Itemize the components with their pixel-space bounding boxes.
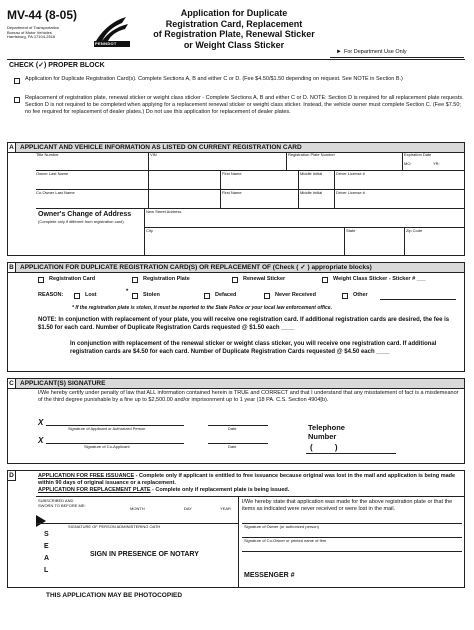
photocopy-note: THIS APPLICATION MAY BE PHOTOCOPIED (46, 592, 183, 599)
telephone-label: Telephone (308, 423, 345, 432)
reason-never-received-label: Never Received (275, 292, 316, 298)
notary-signature-label: SIGNATURE OF PERSON ADMINISTERING OATH (68, 524, 161, 529)
seal-letter: A (44, 555, 50, 562)
section-c-header (8, 379, 464, 389)
agency-line: Bureau of Motor Vehicles (7, 29, 52, 35)
section-b-title: APPLICATION FOR DUPLICATE REGISTRATION CARD(S) OR REPLACEMENT OF (Check ( ✓ ) appropriate blocks) (20, 264, 372, 271)
registration-card-label: Registration Card (49, 276, 96, 282)
coowner-signature-label: Signature of Co-Owner or printed name of firm (244, 538, 327, 543)
dept-use-box (330, 48, 464, 58)
telephone-field[interactable]: ( ) (310, 443, 338, 452)
title-number-label: Title Number (36, 152, 59, 157)
reason-label: REASON: (38, 292, 64, 298)
option-replacement-text: Replacement of registration plate, renewal sticker or weight class sticker - Complete Sections A, B and either C or D. NOTE: Section D is required for all replacement plate requests. Section D is not required to be completed when applying for a replacement renewal sticker or weight class sticker. Instead, the vehicle owner must complete Section C. (Fee $7.50; no fee required for replacement of dealer plates.) Do not use this application for replacement of dealer plates. (25, 95, 464, 115)
note-sticker-replacement: In conjunction with replacement of the renewal sticker or weight class sticker, you will receive one registration card. If additional registration cards are $4.50 for each card. Number of Duplicate Registration Cards requested @ $4.50 each ____ (70, 341, 437, 355)
street-address-label: New Street Address (146, 209, 182, 214)
owner-last-name-label: Owner Last Name (36, 171, 69, 176)
section-letter: A (8, 143, 16, 152)
subscribed-sworn-label: SUBSCRIBED AND SWORN TO BEFORE ME: (38, 498, 86, 508)
reason-stolen-checkbox[interactable] (132, 293, 138, 299)
first-name-label: First Name (222, 171, 242, 176)
agency-line: Department of Transportation (7, 25, 60, 30)
messenger-label: MESSENGER # (244, 572, 295, 579)
dept-use-label: For Department Use Only (344, 49, 407, 55)
section-d (7, 470, 465, 588)
reason-other-checkbox[interactable] (342, 293, 348, 299)
vin-label: VIN (150, 152, 157, 157)
reason-other-label: Other (353, 292, 368, 298)
date-label: Date (228, 444, 237, 449)
driver-license-label: Driver License # (336, 190, 365, 195)
penndot-logo (92, 13, 132, 49)
coapplicant-signature-label: Signature of Co-Applicant (84, 444, 130, 449)
title-line: of Registration Plate, Renewal Sticker (153, 29, 315, 39)
note-plate-replacement: NOTE: In conjunction with replacement of your plate, you will receive one registration card. If additional registration cards are desired, the fee is $1.50 for each card. Number of Duplicate Registration Cards requested @ $1.50 each ____ (38, 317, 450, 331)
sign-x-mark: X (38, 418, 44, 427)
registration-plate-checkbox[interactable] (132, 277, 138, 283)
form-number: MV-44 (8-05) (7, 8, 78, 22)
middle-initial-label: Middle Initial (300, 190, 323, 195)
seal-letter: S (44, 531, 49, 538)
replacement-option-checkbox[interactable] (14, 97, 20, 103)
registration-plate-label: Registration Plate (143, 276, 190, 282)
section-b-header (8, 263, 464, 273)
change-of-address-note: (Complete only if different from registration card) (38, 219, 124, 224)
yr-label: YR: (433, 161, 440, 166)
renewal-sticker-checkbox[interactable] (232, 277, 238, 283)
owner-signature-label: Signature of Owner (or authorized person) (244, 524, 319, 529)
section-letter: B (8, 263, 16, 272)
notary-arrow-icon (36, 515, 46, 527)
title-line: or Weight Class Sticker (183, 39, 285, 50)
expiration-date-label: Expiration Date (404, 152, 432, 157)
zip-code-label: Zip Code (406, 228, 423, 233)
registration-card-checkbox[interactable] (38, 277, 44, 283)
agency-line: Harrisburg, PA 17104-2516 (7, 34, 56, 40)
sign-in-presence-label: SIGN IN PRESENCE OF NOTARY (90, 551, 199, 558)
section-a (7, 142, 465, 256)
reason-never-received-checkbox[interactable] (264, 293, 270, 299)
reason-defaced-label: Defaced (215, 292, 237, 298)
section-a-header (8, 143, 464, 153)
stolen-note: * If the registration plate is stolen, it must be reported to the State Police or your local law enforcement office. (72, 305, 332, 311)
middle-initial-label: Middle Initial (300, 171, 323, 176)
section-a-title: APPLICANT AND VEHICLE INFORMATION AS LISTED ON CURRENT REGISTRATION CARD (20, 144, 302, 151)
city-label: City (146, 228, 153, 233)
free-issuance-label: APPLICATION FOR FREE ISSUANCE (38, 473, 135, 479)
form-title (134, 8, 334, 50)
day-label: DAY (184, 506, 192, 511)
title-line: Application for Duplicate (180, 8, 288, 18)
section-letter: D (8, 471, 16, 481)
month-label: MONTH (130, 506, 145, 511)
reason-lost-label: Lost (85, 292, 97, 298)
section-b (7, 262, 465, 372)
seal-letter: E (44, 543, 49, 550)
replacement-plate-label: APPLICATION FOR REPLACEMENT PLATE (38, 487, 151, 493)
state-label: State (346, 228, 356, 233)
check-block-label: CHECK (✓) PROPER BLOCK (9, 62, 105, 69)
telephone-number-label (308, 423, 345, 441)
year-label: YEAR (220, 506, 231, 511)
free-issuance-text (38, 473, 462, 487)
option-duplicate-card-text: Application for Duplicate Registration Card(s). Complete Sections A, B and either C or D. (Fee $4.50/$1.50 depending on request. See NOTE in Section B.) (25, 76, 403, 82)
reason-defaced-checkbox[interactable] (204, 293, 210, 299)
free-issuance-desc: - Complete only if applicant is entitled to free issuance because original was lost in the mail and application is being made within 90 days of original issuance or a replacement. (38, 473, 456, 486)
coowner-last-name-label: Co-Owner Last Name (36, 190, 75, 195)
certification-text: I/We hereby certify under penalty of law that ALL information contained herein is TRUE and CORRECT and that I understand that any misstatement of fact is a misdemeanor of the third degree punishable by a fine up to $2,500.00 and/or imprisonment up to 1 year (18 PA. C.S. Section 4904[b). (38, 390, 459, 403)
weight-class-sticker-label: Weight Class Sticker - Sticker # ___ (333, 276, 426, 282)
seal-letter: L (44, 567, 49, 574)
driver-license-label: Driver License # (336, 171, 365, 176)
statement-text: I/We hereby state that application was made for the above registration plate or that the items as indicated were never received or were lost in the mail. (242, 499, 453, 512)
section-c (7, 378, 465, 464)
date-label: Date (228, 426, 237, 431)
first-name-label: First Name (222, 190, 242, 195)
logo-text: PENNDOT (95, 41, 117, 46)
plate-number-label: Registration Plate Number (288, 152, 335, 157)
duplicate-card-option-checkbox[interactable] (14, 78, 20, 84)
replacement-plate-desc: - Complete only if replacement plate is being issued. (150, 487, 290, 493)
mo-label: MO: (404, 161, 412, 166)
renewal-sticker-label: Renewal Sticker (243, 276, 286, 282)
number-label: Number (308, 432, 337, 441)
reason-lost-checkbox[interactable] (74, 293, 80, 299)
title-line: Registration Card, Replacement (165, 18, 303, 29)
agency-block (7, 26, 59, 40)
applicant-signature-label: Signature of Applicant or Authorized Person (68, 426, 146, 431)
section-letter: C (8, 379, 16, 388)
weight-class-sticker-checkbox[interactable] (322, 277, 328, 283)
stolen-asterisk: * (126, 289, 129, 295)
reason-stolen-label: Stolen (143, 292, 160, 298)
replacement-plate-text (38, 487, 462, 494)
dept-use-arrow-icon: ► (336, 49, 342, 55)
sign-x-mark: X (38, 436, 44, 445)
section-c-title: APPLICANT(S) SIGNATURE (20, 380, 106, 387)
change-of-address-label: Owner's Change of Address (38, 211, 132, 218)
